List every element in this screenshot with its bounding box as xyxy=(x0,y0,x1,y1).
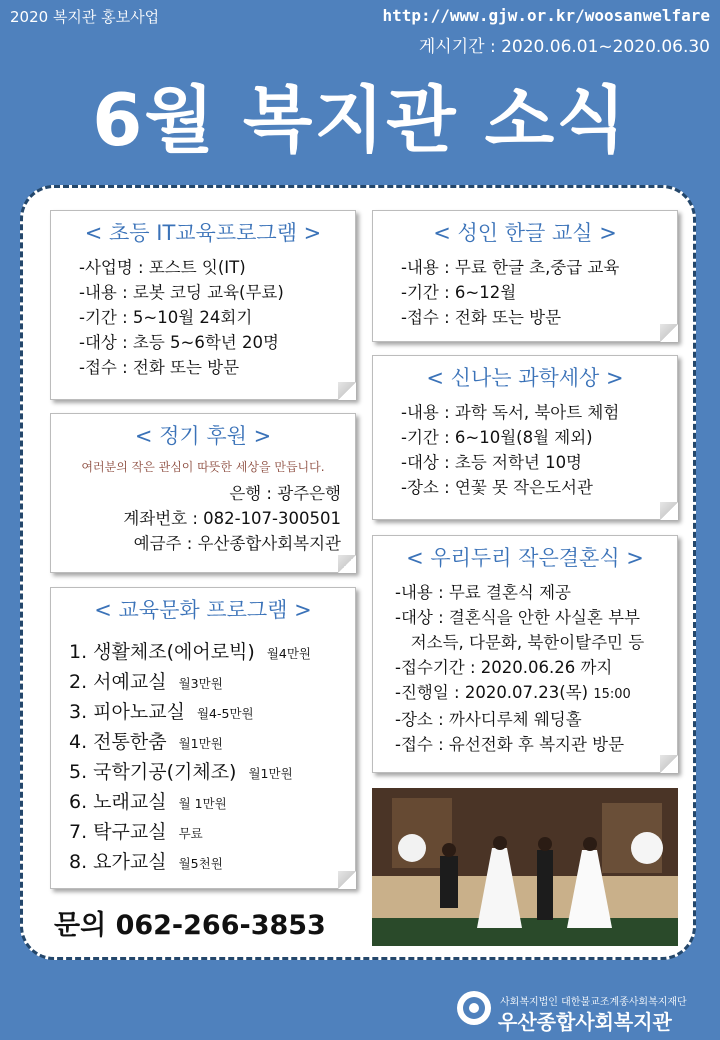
hangul-line: -내용 : 무료 한글 초,중급 교육 xyxy=(401,258,620,277)
sponsor-holder: 예금주 : 우산종합사회복지관 xyxy=(133,534,341,553)
culture-item-price: 월4만원 xyxy=(266,646,312,661)
footer-name: 우산종합사회복지관 xyxy=(498,1010,672,1034)
sponsor-card xyxy=(50,413,356,573)
it-program-line: -대상 : 초등 5~6학년 20명 xyxy=(79,333,279,352)
wedding-date: -진행일 : 2020.07.23(목) xyxy=(395,683,589,702)
culture-item-name: 4. 전통한춤 xyxy=(69,731,167,753)
wedding-line: -장소 : 까사디루체 웨딩홀 xyxy=(395,710,582,729)
it-program-line: -사업명 : 포스트 잇(IT) xyxy=(79,258,246,277)
culture-item-price: 월4-5만원 xyxy=(196,706,254,721)
logo-icon xyxy=(456,990,492,1026)
culture-item xyxy=(51,668,355,698)
culture-item-price: 월1만원 xyxy=(178,736,223,751)
culture-item-name: 2. 서예교실 xyxy=(69,671,167,693)
page-title: 6월 복지관 소식 xyxy=(92,78,628,162)
science-title: < 신나는 과학세상 > xyxy=(426,366,624,390)
hangul-card xyxy=(372,210,678,342)
sponsor-account: 계좌번호 : 082-107-300501 xyxy=(123,509,341,528)
science-line: -대상 : 초등 저학년 10명 xyxy=(401,453,582,472)
wedding-line: -접수기간 : 2020.06.26 까지 xyxy=(395,658,613,677)
wedding-line: -내용 : 무료 결혼식 제공 xyxy=(395,583,571,602)
science-card xyxy=(372,355,678,520)
wedding-title: < 우리두리 작은결혼식 > xyxy=(406,546,644,570)
wedding-line: -접수 : 유선전화 후 복지관 방문 xyxy=(395,735,625,754)
culture-item-price: 월5천원 xyxy=(178,856,223,871)
it-program-title: < 초등 IT교육프로그램 > xyxy=(84,221,322,245)
footer-org: 사회복지법인 대한불교조계종사회복지재단 xyxy=(500,997,687,1008)
hangul-title: < 성인 한글 교실 > xyxy=(433,221,617,245)
culture-item-price: 월 1만원 xyxy=(178,796,227,811)
culture-item xyxy=(51,728,355,758)
contact-phone: 문의 062-266-3853 xyxy=(54,910,326,941)
culture-item xyxy=(51,758,355,788)
culture-item-name: 7. 탁구교실 xyxy=(69,821,167,843)
it-program-line: -접수 : 전화 또는 방문 xyxy=(79,358,240,377)
culture-item-name: 8. 요가교실 xyxy=(69,851,167,873)
culture-item-name: 6. 노래교실 xyxy=(69,791,167,813)
wedding-time: 15:00 xyxy=(593,687,631,702)
culture-item xyxy=(51,698,355,728)
culture-item-price: 월1만원 xyxy=(248,766,293,781)
culture-item xyxy=(51,848,355,878)
science-line: -기간 : 6~10월(8월 제외) xyxy=(401,428,593,447)
it-program-line: -기간 : 5~10월 24회기 xyxy=(79,308,253,327)
sponsor-title: < 정기 후원 > xyxy=(134,424,272,448)
wedding-line: -대상 : 결혼식을 안한 사실혼 부부 xyxy=(395,608,640,627)
header-left: 2020 복지관 홍보사업 xyxy=(10,8,160,26)
science-line: -내용 : 과학 독서, 북아트 체험 xyxy=(401,403,620,422)
culture-program-card xyxy=(50,587,356,889)
wedding-photo xyxy=(372,788,678,946)
header-url[interactable]: http://www.gjw.or.kr/woosanwelfare xyxy=(382,6,710,25)
culture-item-name: 5. 국학기공(기체조) xyxy=(69,761,237,783)
culture-item-name: 3. 피아노교실 xyxy=(69,701,185,723)
wedding-line: 저소득, 다문화, 북한이탈주민 등 xyxy=(395,633,645,652)
sponsor-bank: 은행 : 광주은행 xyxy=(229,484,341,503)
hangul-line: -기간 : 6~12월 xyxy=(401,283,517,302)
wedding-date-line xyxy=(373,680,677,707)
culture-item-price: 월3만원 xyxy=(178,676,223,691)
it-program-line: -내용 : 로봇 코딩 교육(무료) xyxy=(79,283,284,302)
culture-item xyxy=(51,818,355,848)
sponsor-note: 여러분의 작은 관심이 따뜻한 세상을 만듭니다. xyxy=(81,460,325,474)
culture-item-price: 무료 xyxy=(178,826,203,841)
hangul-line: -접수 : 전화 또는 방문 xyxy=(401,308,562,327)
science-line: -장소 : 연꽃 못 작은도서관 xyxy=(401,478,593,497)
wedding-card xyxy=(372,535,678,773)
culture-item xyxy=(51,788,355,818)
culture-title: < 교육문화 프로그램 > xyxy=(94,598,312,622)
culture-item-name: 1. 생활체조(에어로빅) xyxy=(69,641,255,663)
header-period: 게시기간 : 2020.06.01~2020.06.30 xyxy=(418,37,710,57)
it-program-card xyxy=(50,210,356,400)
culture-item xyxy=(51,638,355,668)
